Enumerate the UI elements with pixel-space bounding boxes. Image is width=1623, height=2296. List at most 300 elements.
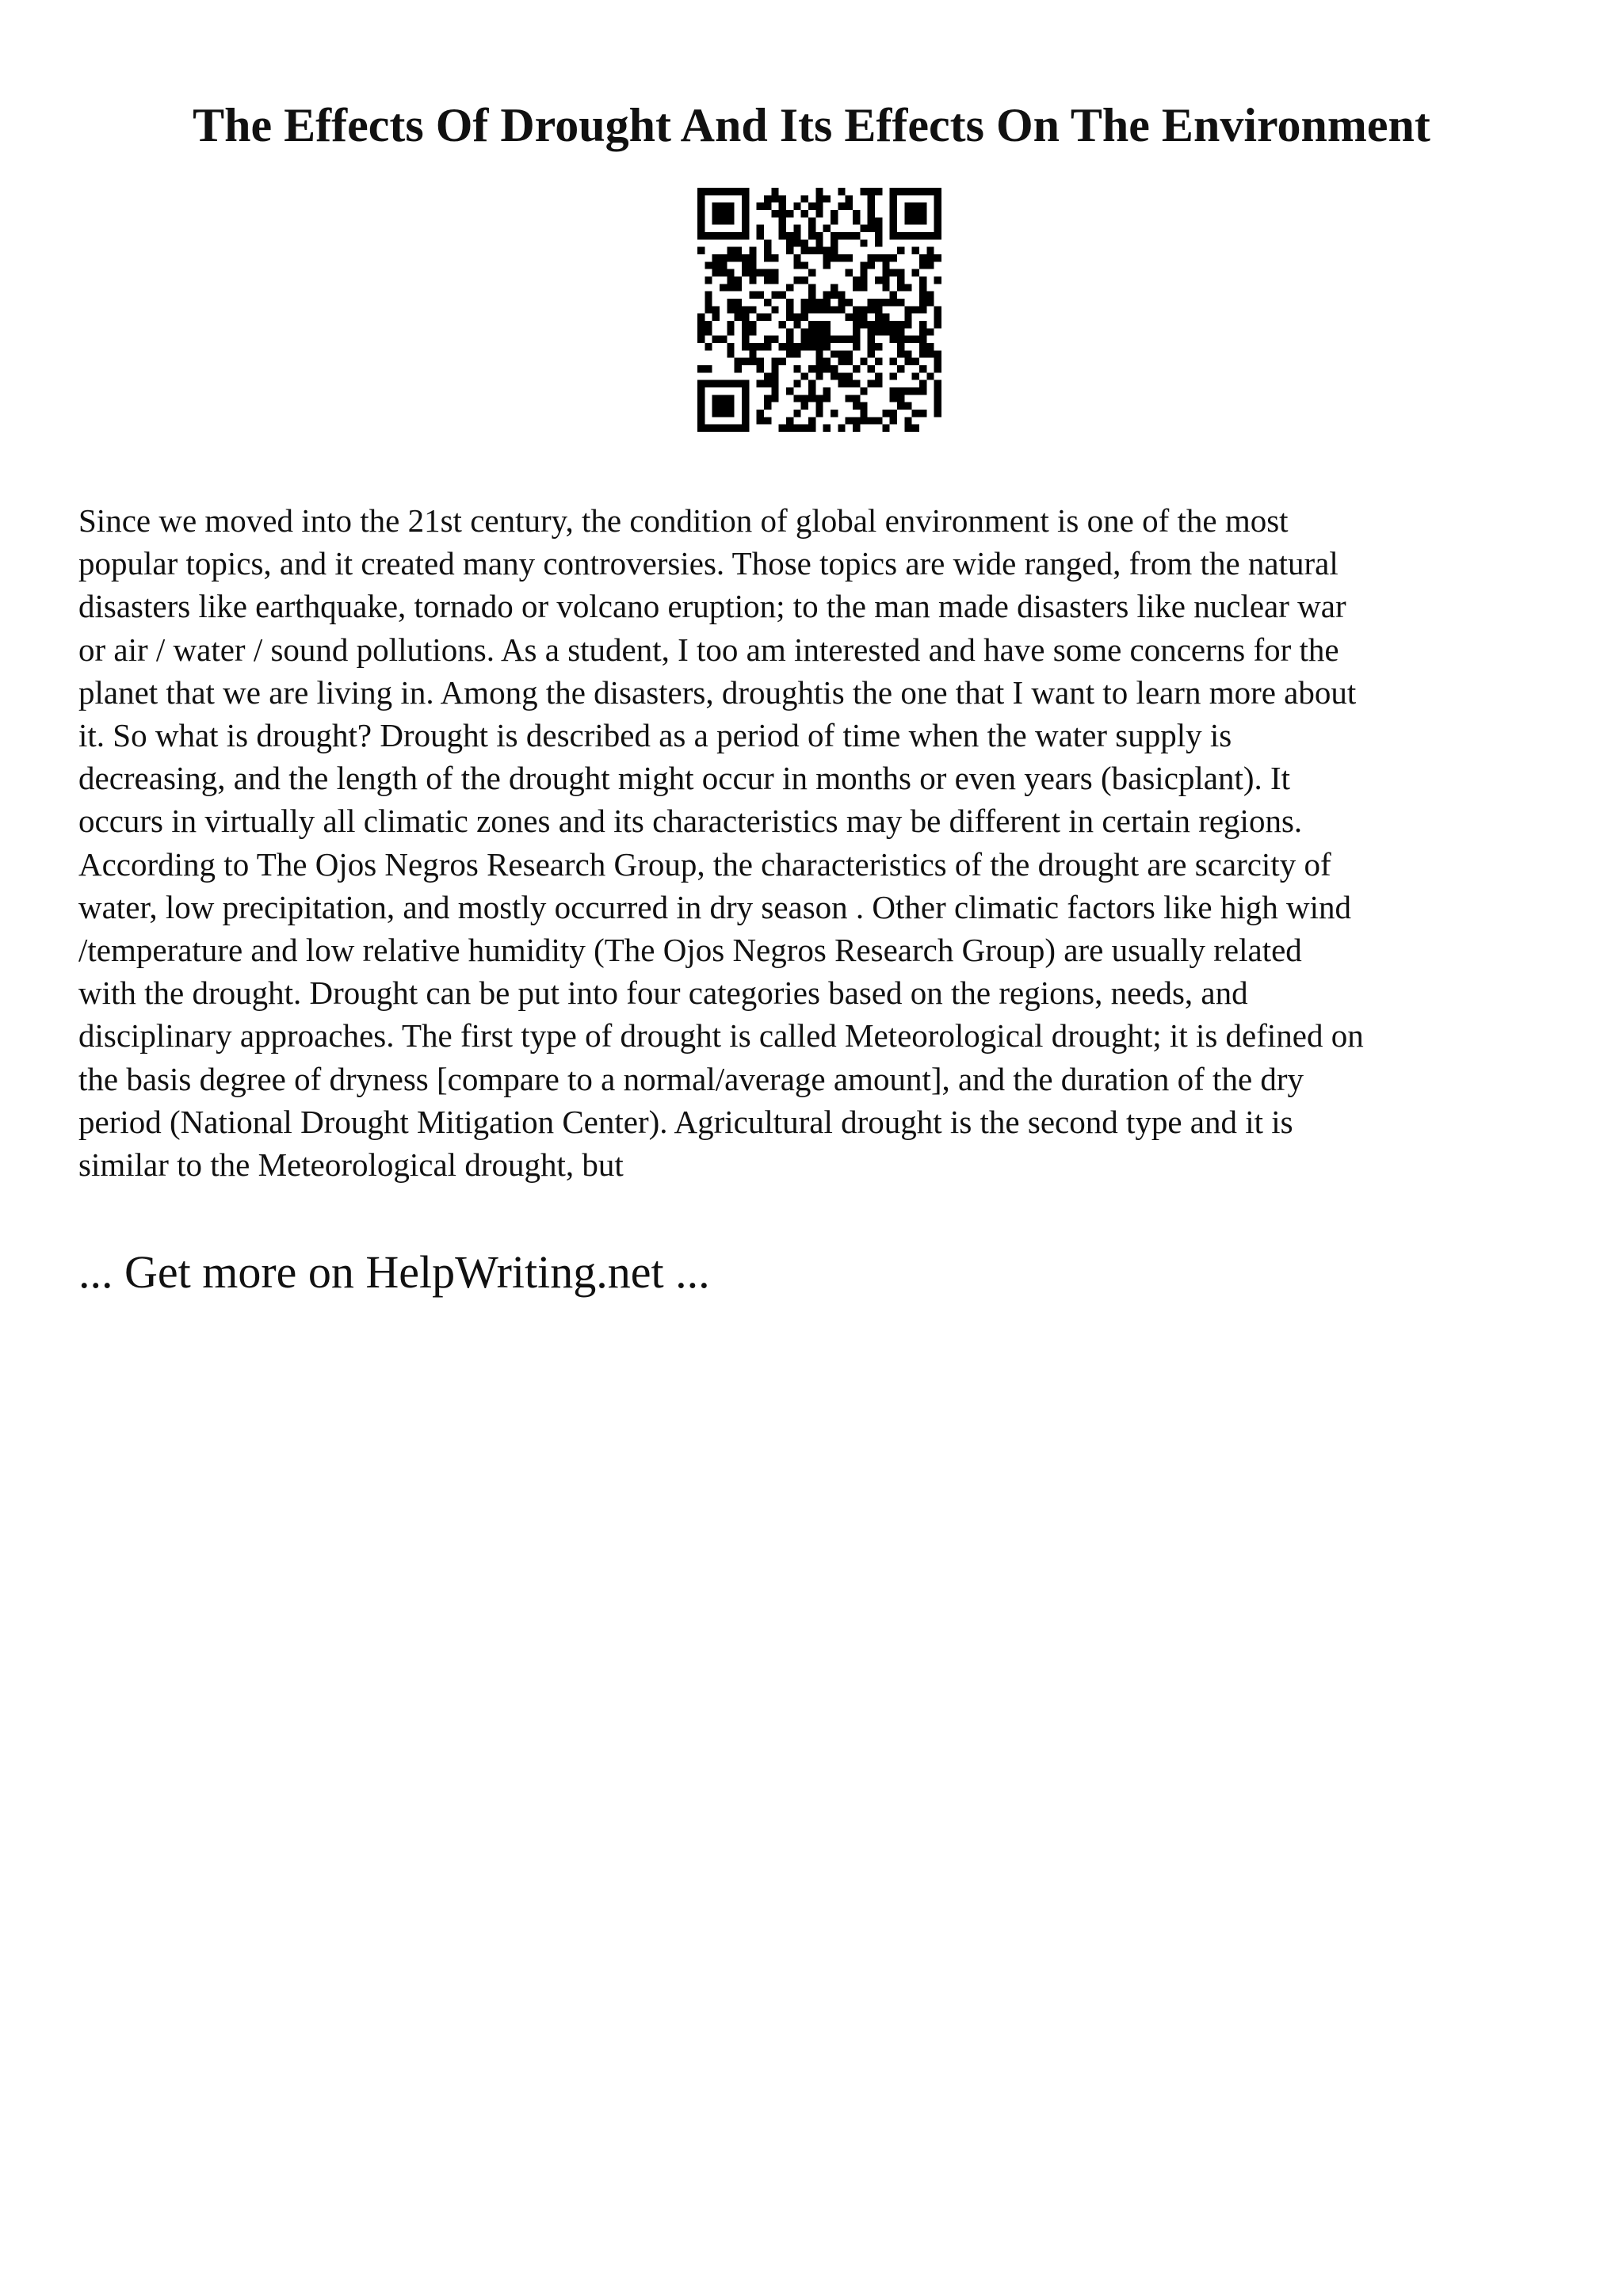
qr-module (919, 410, 926, 417)
qr-module (934, 410, 941, 417)
qr-module (815, 239, 823, 246)
qr-module (853, 417, 860, 424)
qr-module (720, 261, 727, 269)
qr-module (882, 321, 889, 328)
qr-module (815, 247, 823, 254)
qr-module (735, 425, 742, 432)
qr-module (919, 292, 926, 299)
qr-module (727, 402, 734, 410)
qr-module (904, 188, 911, 195)
qr-module (831, 284, 838, 291)
qr-module (860, 306, 867, 313)
qr-module (875, 188, 882, 195)
qr-module (697, 417, 705, 424)
qr-module (697, 395, 705, 402)
qr-module (697, 314, 705, 321)
qr-module (779, 292, 786, 299)
qr-module (897, 321, 904, 328)
qr-module (712, 425, 720, 432)
qr-module (912, 188, 919, 195)
qr-module (727, 380, 734, 387)
qr-module (853, 284, 860, 291)
qr-module (808, 365, 815, 372)
qr-module (742, 402, 749, 410)
qr-module (934, 254, 941, 261)
qr-module (771, 195, 778, 202)
qr-module (742, 203, 749, 210)
qr-module (882, 277, 889, 284)
qr-module (890, 328, 897, 335)
body-line: disasters like earthquake, tornado or volcano eruption; to the man made disasters like nuclear war (78, 588, 1346, 625)
qr-module (853, 210, 860, 217)
qr-module (764, 343, 771, 350)
qr-module (735, 277, 742, 284)
qr-module (904, 210, 911, 217)
qr-module (808, 232, 815, 239)
qr-module (875, 239, 882, 246)
qr-module (779, 321, 786, 328)
get-more-link[interactable]: ... Get more on HelpWriting.net ... (78, 1246, 710, 1298)
qr-module (919, 321, 926, 328)
qr-module (860, 321, 867, 328)
qr-module (786, 387, 793, 395)
qr-module (875, 328, 882, 335)
qr-module (868, 321, 875, 328)
qr-module (882, 269, 889, 277)
qr-module (749, 261, 756, 269)
qr-module (815, 232, 823, 239)
qr-module (890, 232, 897, 239)
qr-module (801, 261, 808, 269)
qr-module (897, 269, 904, 277)
qr-module (868, 417, 875, 424)
qr-module (912, 269, 919, 277)
qr-module (801, 314, 808, 321)
qr-module (846, 269, 853, 277)
body-line: disciplinary approaches. The first type of drought is called Meteorological drought; it is defined on (78, 1017, 1364, 1055)
qr-module (764, 239, 771, 246)
qr-module (831, 350, 838, 357)
qr-module (890, 321, 897, 328)
qr-module (801, 277, 808, 284)
qr-module (742, 328, 749, 335)
qr-module (882, 410, 889, 417)
body-line: water, low precipitation, and mostly occurred in dry season . Other climatic factors like high wind (78, 888, 1352, 925)
body-line: Since we moved into the 21st century, the condition of global environment is one of the most (78, 502, 1289, 539)
qr-module (838, 372, 845, 379)
qr-module (727, 188, 734, 195)
qr-module (705, 232, 712, 239)
qr-module (846, 195, 853, 202)
qr-module (764, 314, 771, 321)
qr-module (793, 343, 800, 350)
qr-module (838, 203, 845, 210)
qr-module (838, 380, 845, 387)
qr-module (823, 299, 831, 306)
qr-module (705, 380, 712, 387)
qr-module (897, 188, 904, 195)
qr-module (801, 299, 808, 306)
qr-module (742, 306, 749, 313)
qr-module (712, 232, 720, 239)
qr-module (831, 372, 838, 379)
qr-module (749, 343, 756, 350)
qr-module (868, 328, 875, 335)
qr-module (919, 210, 926, 217)
qr-module (727, 217, 734, 224)
qr-module (934, 277, 941, 284)
qr-module (764, 336, 771, 343)
qr-module (919, 284, 926, 291)
qr-module (697, 365, 705, 372)
qr-module (757, 358, 764, 365)
qr-module (786, 314, 793, 321)
qr-module (735, 299, 742, 306)
qr-module (926, 343, 934, 350)
qr-module (846, 372, 853, 379)
qr-module (823, 247, 831, 254)
qr-module (720, 425, 727, 432)
qr-module (705, 292, 712, 299)
qr-module (786, 425, 793, 432)
qr-module (838, 232, 845, 239)
qr-module (712, 217, 720, 224)
qr-module (890, 210, 897, 217)
qr-module (801, 336, 808, 343)
qr-module (815, 365, 823, 372)
qr-module (712, 203, 720, 210)
qr-module (801, 343, 808, 350)
qr-module (764, 254, 771, 261)
qr-module (831, 365, 838, 372)
qr-module (727, 277, 734, 284)
qr-module (757, 417, 764, 424)
body-line: /temperature and low relative humidity (The Ojos Negros Research Group) are usually related (78, 932, 1302, 969)
qr-module (801, 239, 808, 246)
qr-module (934, 358, 941, 365)
qr-module (815, 203, 823, 210)
qr-module (786, 336, 793, 343)
qr-module (823, 387, 831, 395)
qr-module (875, 225, 882, 232)
qr-module (838, 299, 845, 306)
qr-module (831, 254, 838, 261)
qr-module (712, 261, 720, 269)
qr-module (771, 395, 778, 402)
qr-module (757, 410, 764, 417)
qr-module (742, 188, 749, 195)
qr-module (912, 203, 919, 210)
qr-module (882, 299, 889, 306)
qr-module (808, 387, 815, 395)
qr-module (912, 217, 919, 224)
qr-module (860, 269, 867, 277)
qr-module (926, 247, 934, 254)
qr-module (786, 239, 793, 246)
qr-module (882, 328, 889, 335)
qr-module (712, 395, 720, 402)
qr-module (882, 254, 889, 261)
qr-module (926, 254, 934, 261)
body-line: occurs in virtually all climatic zones and its characteristics may be different in certain regions. (78, 803, 1303, 840)
qr-module (705, 365, 712, 372)
qr-module (815, 358, 823, 365)
qr-module (742, 336, 749, 343)
qr-module (697, 387, 705, 395)
qr-module (868, 336, 875, 343)
qr-module (705, 425, 712, 432)
qr-module (912, 336, 919, 343)
qr-module (853, 328, 860, 335)
qr-module (735, 306, 742, 313)
qr-module (793, 410, 800, 417)
qr-module (771, 358, 778, 365)
body-line: period (National Drought Mitigation Center). Agricultural drought is the second type and it is (78, 1103, 1293, 1140)
qr-module (846, 380, 853, 387)
qr-module (912, 232, 919, 239)
qr-module (926, 328, 934, 335)
qr-module (808, 321, 815, 328)
qr-module (793, 254, 800, 261)
qr-module (779, 217, 786, 224)
qr-module (897, 328, 904, 335)
qr-module (882, 314, 889, 321)
qr-module (823, 261, 831, 269)
qr-module (764, 417, 771, 424)
qr-module (853, 402, 860, 410)
qr-module (742, 269, 749, 277)
qr-module (771, 365, 778, 372)
qr-module (727, 203, 734, 210)
qr-module (742, 358, 749, 365)
qr-module (727, 410, 734, 417)
qr-module (846, 314, 853, 321)
qr-module (831, 210, 838, 217)
qr-module (749, 350, 756, 357)
qr-module (868, 225, 875, 232)
qr-module (815, 306, 823, 313)
qr-module (904, 358, 911, 365)
qr-module (705, 188, 712, 195)
qr-module (720, 402, 727, 410)
qr-module (860, 410, 867, 417)
qr-module (868, 261, 875, 269)
qr-module (846, 395, 853, 402)
qr-module (868, 195, 875, 202)
qr-module (712, 380, 720, 387)
qr-module (904, 203, 911, 210)
qr-module (912, 210, 919, 217)
qr-module (808, 269, 815, 277)
qr-module (735, 254, 742, 261)
qr-module (697, 380, 705, 387)
qr-module (904, 350, 911, 357)
qr-module (926, 372, 934, 379)
qr-module (823, 425, 831, 432)
qr-module (786, 232, 793, 239)
qr-module (860, 284, 867, 291)
qr-module (860, 417, 867, 424)
qr-module (912, 372, 919, 379)
qr-module (860, 402, 867, 410)
qr-module (749, 328, 756, 335)
body-line: with the drought. Drought can be put into four categories based on the regions, needs, and (78, 974, 1248, 1012)
qr-module (919, 232, 926, 239)
qr-module (801, 210, 808, 217)
qr-module (860, 188, 867, 195)
qr-module (904, 217, 911, 224)
qr-module (742, 261, 749, 269)
qr-module (735, 284, 742, 291)
qr-module (742, 232, 749, 239)
qr-module (771, 210, 778, 217)
qr-module (793, 365, 800, 372)
qr-module (757, 314, 764, 321)
qr-module (846, 203, 853, 210)
qr-code-icon[interactable] (697, 188, 941, 432)
qr-module (890, 299, 897, 306)
qr-module (890, 254, 897, 261)
qr-module (749, 358, 756, 365)
qr-module (727, 395, 734, 402)
qr-module (727, 247, 734, 254)
qr-module (705, 261, 712, 269)
qr-module (919, 336, 926, 343)
qr-module (697, 336, 705, 343)
qr-module (749, 269, 756, 277)
qr-module (897, 350, 904, 357)
qr-module (919, 387, 926, 395)
qr-module (890, 269, 897, 277)
qr-module (919, 203, 926, 210)
qr-module (831, 217, 838, 224)
qr-code-graphic (697, 188, 941, 432)
qr-module (838, 292, 845, 299)
qr-module (705, 328, 712, 335)
qr-module (823, 254, 831, 261)
qr-module (764, 277, 771, 284)
body-line: According to The Ojos Negros Research Group, the characteristics of the drought are scarcity of (78, 845, 1331, 883)
qr-module (823, 365, 831, 372)
qr-module (815, 410, 823, 417)
qr-module (934, 380, 941, 387)
qr-module (727, 328, 734, 335)
qr-module (793, 380, 800, 387)
qr-module (720, 395, 727, 402)
body-line: similar to the Meteorological drought, but (78, 1146, 624, 1184)
qr-module (934, 314, 941, 321)
qr-module (801, 195, 808, 202)
qr-module (712, 254, 720, 261)
qr-module (815, 343, 823, 350)
qr-module (897, 299, 904, 306)
qr-module (779, 203, 786, 210)
qr-module (793, 321, 800, 328)
qr-module (697, 210, 705, 217)
qr-module (808, 343, 815, 350)
qr-module (846, 299, 853, 306)
qr-module (904, 387, 911, 395)
qr-module (919, 277, 926, 284)
qr-module (934, 210, 941, 217)
qr-module (712, 410, 720, 417)
qr-module (742, 425, 749, 432)
qr-module (904, 336, 911, 343)
qr-module (823, 343, 831, 350)
qr-module (860, 277, 867, 284)
qr-module (764, 402, 771, 410)
body-line: or air / water / sound pollutions. As a student, I too am interested and have some concerns for the (78, 631, 1339, 668)
qr-module (919, 328, 926, 335)
qr-module (926, 350, 934, 357)
qr-module (897, 365, 904, 372)
qr-module (846, 350, 853, 357)
qr-module (815, 188, 823, 195)
qr-module (735, 380, 742, 387)
qr-module (742, 314, 749, 321)
qr-module (720, 210, 727, 217)
qr-module (757, 365, 764, 372)
qr-module (919, 261, 926, 269)
qr-module (912, 247, 919, 254)
qr-module (712, 336, 720, 343)
qr-module (764, 195, 771, 202)
qr-module (831, 232, 838, 239)
qr-module (912, 306, 919, 313)
qr-module (793, 203, 800, 210)
qr-module (815, 328, 823, 335)
qr-module (875, 343, 882, 350)
qr-module (919, 217, 926, 224)
qr-module (720, 380, 727, 387)
qr-module (720, 410, 727, 417)
qr-module (735, 365, 742, 372)
qr-module (831, 247, 838, 254)
qr-module (771, 269, 778, 277)
qr-module (904, 321, 911, 328)
qr-module (720, 188, 727, 195)
qr-module (727, 425, 734, 432)
qr-module (919, 188, 926, 195)
qr-module (890, 417, 897, 424)
qr-module (712, 402, 720, 410)
qr-module (712, 314, 720, 321)
qr-module (808, 328, 815, 335)
qr-module (919, 254, 926, 261)
qr-module (771, 380, 778, 387)
qr-module (846, 232, 853, 239)
body-paragraph (78, 499, 1554, 1186)
qr-module (801, 247, 808, 254)
qr-module (727, 254, 734, 261)
qr-module (801, 306, 808, 313)
qr-module (786, 417, 793, 424)
qr-module (838, 254, 845, 261)
qr-module (904, 314, 911, 321)
qr-module (868, 306, 875, 313)
qr-module (897, 402, 904, 410)
qr-module (720, 217, 727, 224)
qr-module (868, 188, 875, 195)
qr-module (831, 306, 838, 313)
qr-module (801, 328, 808, 335)
qr-module (897, 336, 904, 343)
qr-module (823, 225, 831, 232)
qr-module (926, 261, 934, 269)
qr-module (934, 365, 941, 372)
qr-module (786, 350, 793, 357)
qr-module (808, 306, 815, 313)
